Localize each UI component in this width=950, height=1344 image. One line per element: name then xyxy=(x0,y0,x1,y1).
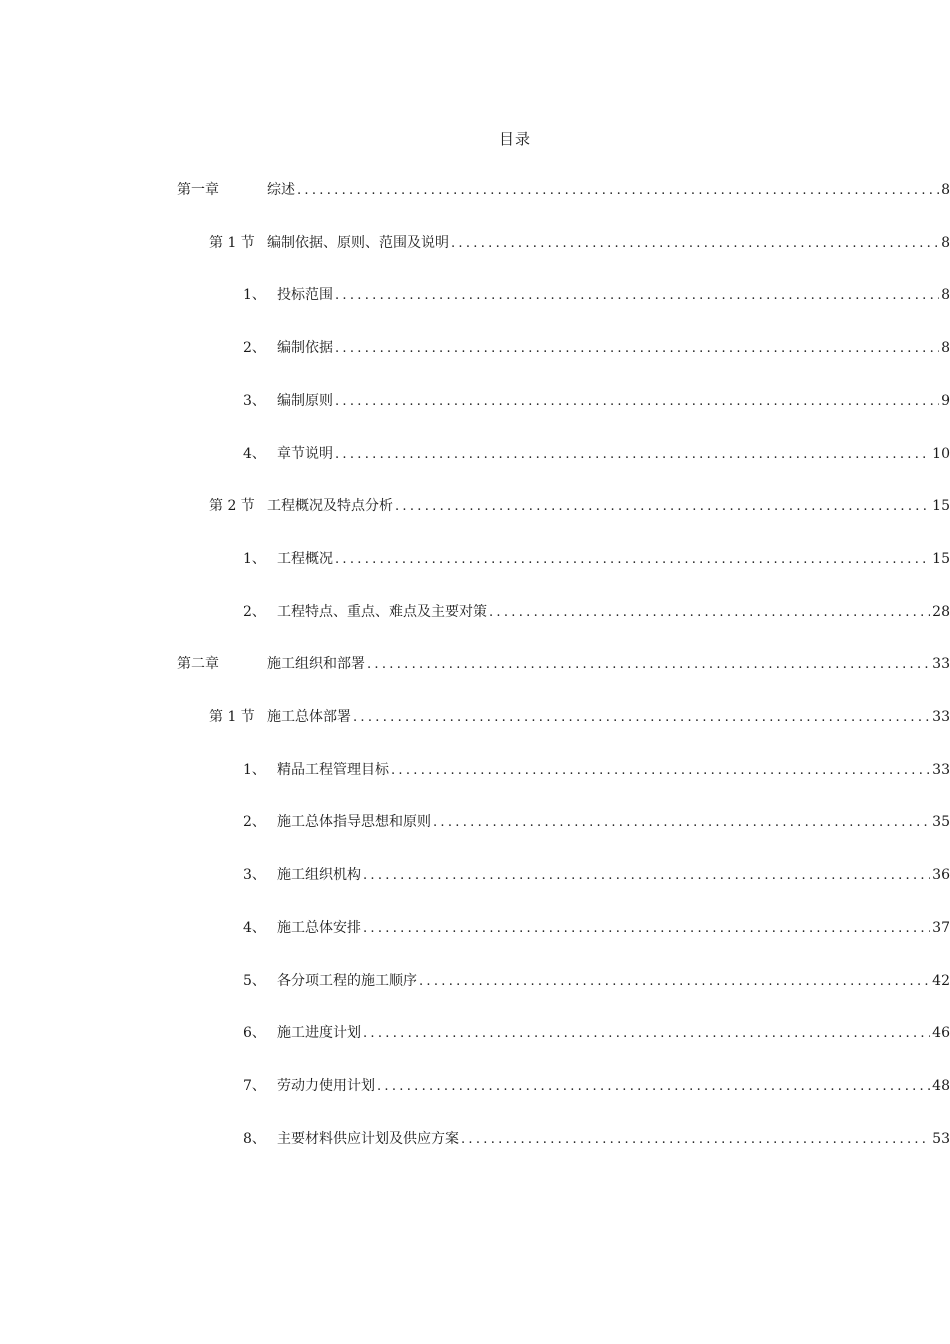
toc-entry[interactable] xyxy=(0,494,950,518)
toc-entry-page: 8 xyxy=(941,234,950,251)
toc-entry-page: 33 xyxy=(932,761,950,778)
toc-entry[interactable] xyxy=(0,442,950,466)
toc-entry-page: 46 xyxy=(932,1025,950,1042)
toc-entry-number: 7、 xyxy=(243,1077,266,1094)
toc-entry-page: 36 xyxy=(932,867,950,884)
toc-entry-text: 编制原则 xyxy=(277,392,333,409)
toc-entry[interactable] xyxy=(0,758,950,782)
toc-dot-leader xyxy=(335,337,939,361)
toc-entry[interactable] xyxy=(0,705,950,729)
toc-entry[interactable] xyxy=(0,1074,950,1098)
toc-dot-leader xyxy=(335,284,939,308)
toc-entry[interactable] xyxy=(0,336,950,360)
toc-entry-page: 8 xyxy=(941,182,950,198)
toc-entry-number: 5、 xyxy=(243,972,266,989)
toc-entry-page: 42 xyxy=(932,972,950,989)
toc-entry-number: 8、 xyxy=(243,1130,266,1147)
toc-entry-text: 施工组织机构 xyxy=(277,867,361,884)
toc-dot-leader xyxy=(363,917,930,941)
toc-entry[interactable] xyxy=(0,810,950,834)
toc-entry-number: 2、 xyxy=(243,814,266,831)
toc-dot-leader xyxy=(367,653,930,677)
toc-entry-text: 工程概况 xyxy=(277,550,333,567)
toc-dot-leader xyxy=(335,390,939,414)
toc-entry-text: 编制依据 xyxy=(277,340,333,357)
toc-entry[interactable] xyxy=(0,547,950,571)
toc-entry-page: 33 xyxy=(932,656,950,673)
toc-dot-leader xyxy=(391,759,930,783)
toc-entry[interactable] xyxy=(0,600,950,624)
toc-dot-leader xyxy=(335,443,930,467)
toc-entry-number: 3、 xyxy=(243,867,266,884)
toc-entry-text: 章节说明 xyxy=(277,445,333,462)
toc-entry-text: 施工总体安排 xyxy=(277,919,361,936)
toc-entry-number: 第一章 xyxy=(177,182,219,198)
toc-entry[interactable] xyxy=(0,1127,950,1151)
toc-entry-number: 2、 xyxy=(243,603,266,620)
toc-entry-number: 第 1 节 xyxy=(209,234,255,251)
toc-entry[interactable] xyxy=(0,652,950,676)
toc-entry-text: 编制依据、原则、范围及说明 xyxy=(267,234,449,251)
toc-entry-page: 15 xyxy=(932,550,950,567)
toc-entry-page: 8 xyxy=(941,287,950,304)
toc-entry-text: 综述 xyxy=(267,182,295,198)
toc-entry-number: 第 2 节 xyxy=(209,498,255,515)
toc-dot-leader xyxy=(419,970,930,994)
toc-entry[interactable] xyxy=(0,283,950,307)
toc-entry[interactable] xyxy=(0,178,950,202)
toc-entry-number: 2、 xyxy=(243,340,266,357)
toc-entry[interactable] xyxy=(0,916,950,940)
toc-entry-number: 4、 xyxy=(243,445,266,462)
toc-entry-number: 1、 xyxy=(243,550,266,567)
toc-dot-leader xyxy=(363,864,930,888)
toc-entry[interactable] xyxy=(0,863,950,887)
toc-entry-text: 精品工程管理目标 xyxy=(277,761,389,778)
toc-dot-leader xyxy=(377,1075,930,1099)
toc-entry-number: 1、 xyxy=(243,287,266,304)
toc-entry-page: 35 xyxy=(932,814,950,831)
toc-entry-page: 48 xyxy=(932,1077,950,1094)
toc-entry-page: 15 xyxy=(932,498,950,515)
toc-dot-leader xyxy=(461,1128,930,1152)
toc-entry[interactable] xyxy=(0,969,950,993)
toc-entry-number: 3、 xyxy=(243,392,266,409)
toc-entry-text: 主要材料供应计划及供应方案 xyxy=(277,1130,459,1147)
toc-dot-leader xyxy=(395,495,930,519)
toc-dot-leader xyxy=(451,232,939,256)
toc-entry-text: 工程特点、重点、难点及主要对策 xyxy=(277,603,487,620)
toc-entry-text: 劳动力使用计划 xyxy=(277,1077,375,1094)
toc-entry[interactable] xyxy=(0,1021,950,1045)
toc-dot-leader xyxy=(353,706,930,730)
toc-entry-number: 第二章 xyxy=(177,656,219,673)
toc-entry-text: 工程概况及特点分析 xyxy=(267,498,393,515)
toc-entry-text: 各分项工程的施工顺序 xyxy=(277,972,417,989)
toc-entry-page: 53 xyxy=(932,1130,950,1147)
toc-dot-leader xyxy=(335,548,930,572)
toc-entry-page: 10 xyxy=(932,445,950,462)
toc-entry-text: 施工进度计划 xyxy=(277,1025,361,1042)
toc-dot-leader xyxy=(489,601,930,625)
toc-entry-text: 施工总体指导思想和原则 xyxy=(277,814,431,831)
toc-entry-number: 第 1 节 xyxy=(209,709,255,725)
toc-entry-page: 28 xyxy=(932,603,950,620)
toc-entry-text: 投标范围 xyxy=(277,287,333,304)
toc-entry-page: 33 xyxy=(932,709,950,725)
toc-entry-number: 4、 xyxy=(243,919,266,936)
toc-dot-leader xyxy=(297,179,939,203)
toc-entry-page: 9 xyxy=(941,392,950,409)
toc-entry-number: 1、 xyxy=(243,761,266,778)
toc-entry-page: 37 xyxy=(932,919,950,936)
toc-entry-number: 6、 xyxy=(243,1025,266,1042)
toc-entry-text: 施工组织和部署 xyxy=(267,656,365,673)
toc-entry-page: 8 xyxy=(941,340,950,357)
toc-dot-leader xyxy=(363,1022,930,1046)
toc-entry[interactable] xyxy=(0,231,950,255)
toc-entry[interactable] xyxy=(0,389,950,413)
toc-title: 目录 xyxy=(498,130,531,148)
toc-dot-leader xyxy=(433,811,930,835)
toc-entry-text: 施工总体部署 xyxy=(267,709,351,725)
